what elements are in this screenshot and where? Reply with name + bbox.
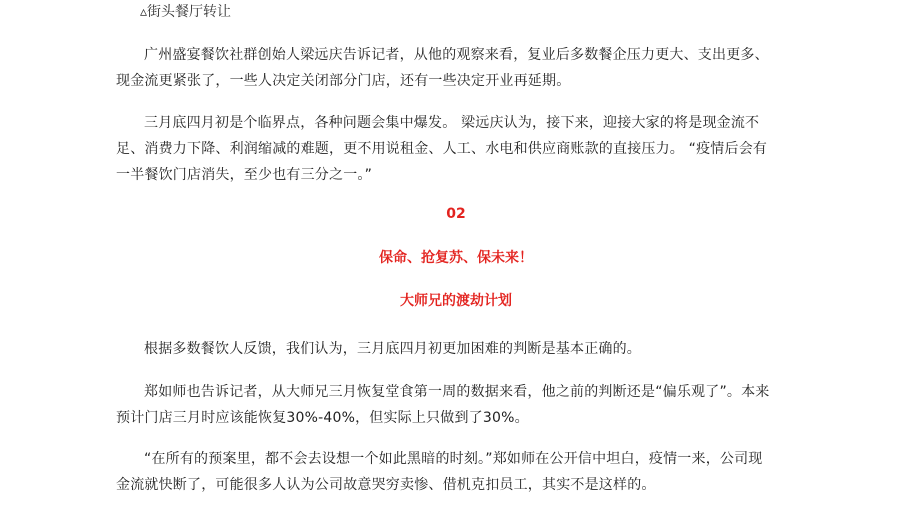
paragraph-1: 广州盛宴餐饮社群创始人梁远庆告诉记者，从他的观察来看，复业后多数餐企压力更大、支出更多、现金流更紧张了，一些人决定关闭部分门店，还有一些决定开业再延期。	[116, 47, 769, 89]
section-number: 02	[446, 206, 466, 222]
image-caption: ▵街头餐厅转让	[140, 4, 232, 20]
paragraph-5: “在所有的预案里，都不会去设想一个如此黑暗的时刻。”郑如师在公开信中坦白，疫情一来，公司现金流就快断了，可能很多人认为公司故意哭穷卖惨、借机克扣员工，其实不是这样的。	[116, 451, 763, 493]
section-heading: 保命、抢复苏、保未来！	[379, 250, 533, 266]
paragraph-3: 根据多数餐饮人反馈，我们认为，三月底四月初更加困难的判断是基本正确的。	[144, 341, 641, 357]
section-subheading: 大师兄的渡劫计划	[400, 293, 512, 309]
paragraph-2: 三月底四月初是个临界点，各种问题会集中爆发。 梁远庆认为，接下来，迎接大家的将是现金流不足、消费力下降、利润缩减的难题，更不用说租金、人工、水电和供应商账款的直接压力。 “疫情后会有一半餐饮门店消失，至少也有三分之一。”	[116, 115, 768, 183]
paragraph-4: 郑如师也告诉记者，从大师兄三月恢复堂食第一周的数据来看，他之前的判断还是“偏乐观了”。本来预计门店三月时应该能恢复30%-40%，但实际上只做到了30%。	[116, 384, 770, 426]
